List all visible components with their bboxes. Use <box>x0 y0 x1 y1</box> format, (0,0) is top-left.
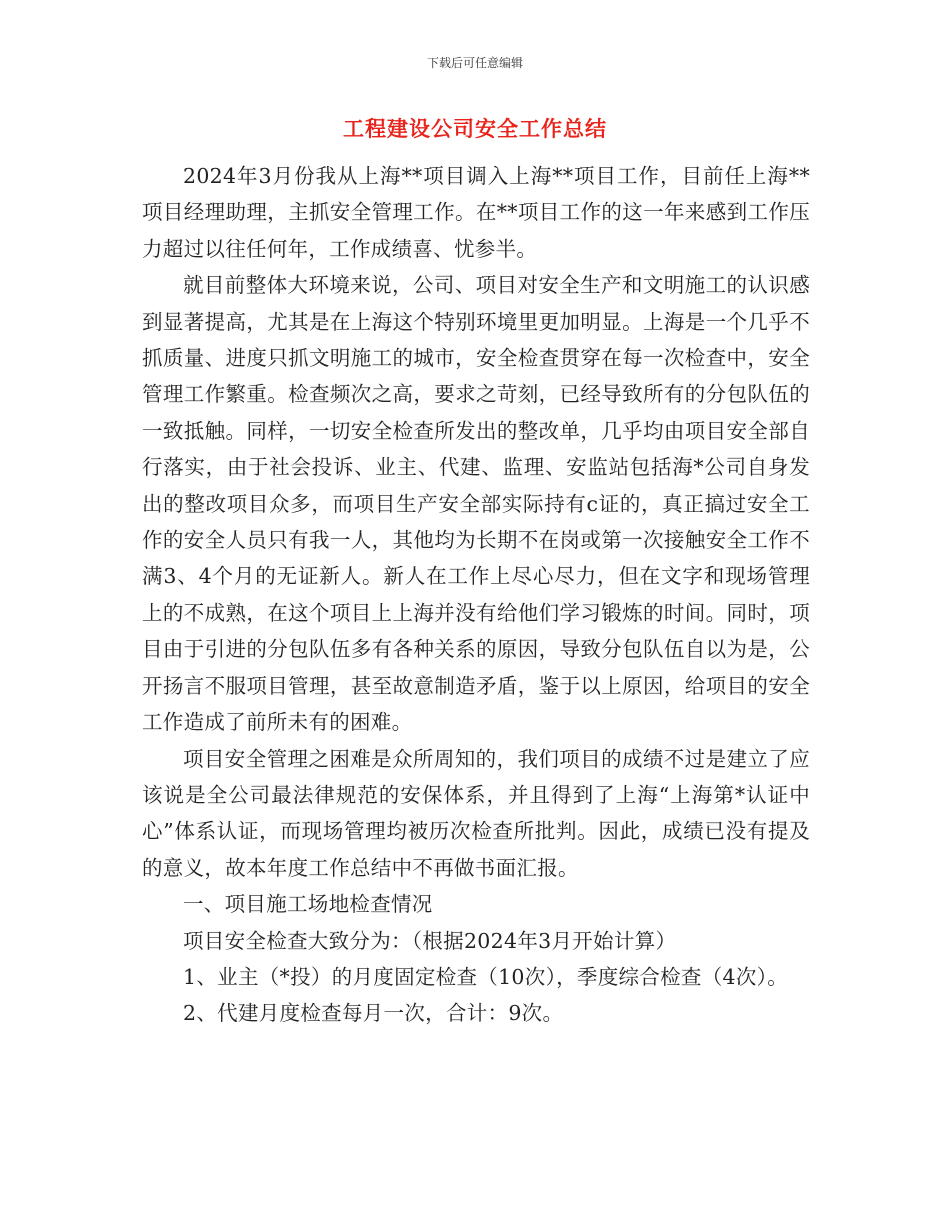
header-note: 下载后可任意编辑 <box>426 56 523 70</box>
paragraph-inspection-types: 项目安全检查大致分为：（根据2024年3月开始计算） <box>183 928 677 953</box>
list-item-agent-inspection: 2、代建月度检查每月一次，合计：9次。 <box>183 1001 564 1026</box>
list-item-owner-inspection: 1、业主（*投）的月度固定检查（10次），季度综合检查（4次）。 <box>183 964 789 989</box>
paragraph-difficulty: 项目安全管理之困难是众所周知的，我们项目的成绩不过是建立了应该说是全公司最法律规范的安保体系，并且得到了上海“上海第*认证中心”体系认证，而现场管理均被历次检查所批判。因此，成绩已没有提及的意义，故本年度工作总结中不再做书面汇报。 <box>142 746 810 880</box>
paragraph-environment: 就目前整体大环境来说，公司、项目对安全生产和文明施工的认识感到显著提高，尤其是在上海这个特别环境里更加明显。上海是一个几乎不抓质量、进度只抓文明施工的城市，安全检查贯穿在每一次检查中，安全管理工作繁重。检查频次之高，要求之苛刻，已经导致所有的分包队伍的一致抵触。同样，一切安全检查所发出的整改单，几乎均由项目安全部自行落实，由于社会投诉、业主、代建、监理、安监站包括海*公司自身发出的整改项目众多，而项目生产安全部实际持有c证的，真正搞过安全工作的安全人员只有我一人，其他均为长期不在岗或第一次接触安全工作不满3、4个月的无证新人。新人在工作上尽心尽力，但在文字和现场管理上的不成熟，在这个项目上上海并没有给他们学习锻炼的时间。同时，项目由于引进的分包队伍多有各种关系的原因，导致分包队伍自以为是，公开扬言不服项目管理，甚至故意制造矛盾，鉴于以上原因，给项目的安全工作造成了前所未有的困难。 <box>142 273 810 735</box>
document-body <box>142 158 810 1032</box>
section-heading-inspection: 一、项目施工场地检查情况 <box>183 892 433 917</box>
document-title: 工程建设公司安全工作总结 <box>343 117 607 141</box>
paragraph-intro: 2024年3月份我从上海**项目调入上海**项目工作，目前任上海**项目经理助理，主抓安全管理工作。在**项目工作的这一年来感到工作压力超过以往任何年，工作成绩喜、忧参半。 <box>142 164 810 261</box>
